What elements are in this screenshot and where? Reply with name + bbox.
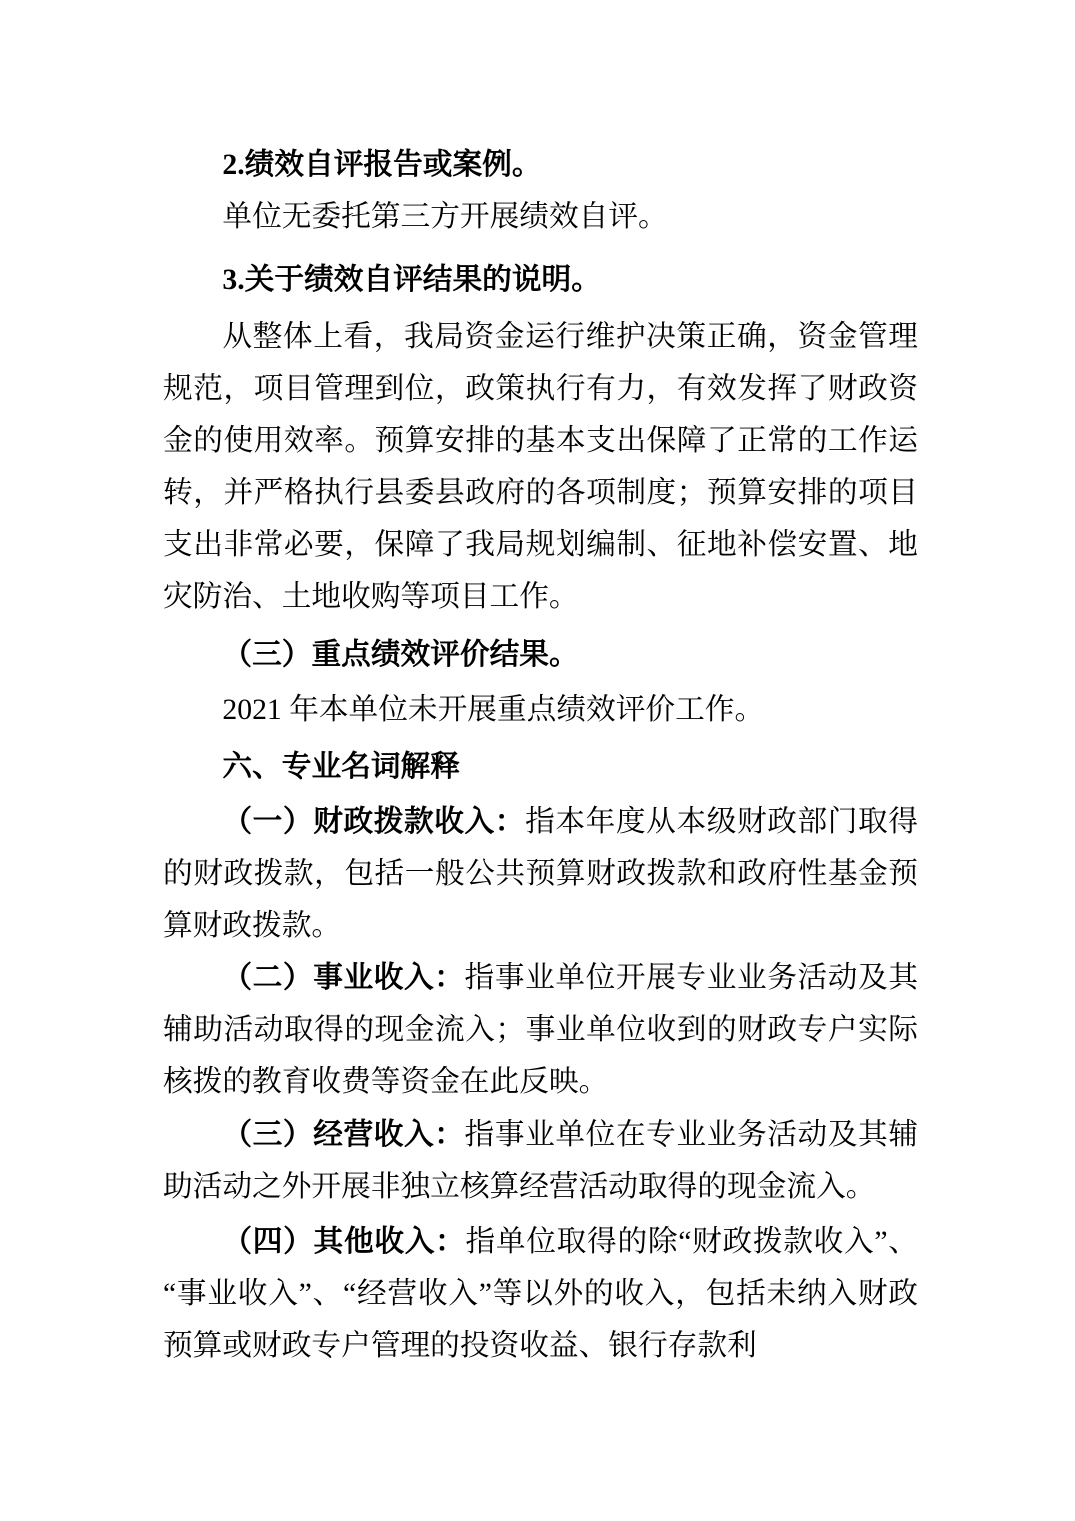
heading-result-note: 3.关于绩效自评结果的说明。 <box>222 264 601 296</box>
term-text-operating-income: 指事业单位在专业业务活动及其辅助活动之外开展非独立核算经营活动取得的现金流入。 <box>163 1119 919 1203</box>
para-term-fiscal-appropriation <box>163 796 918 952</box>
heading-self-eval-report: 2.绩效自评报告或案例。 <box>222 149 542 181</box>
term-text-fiscal-appropriation: 指本年度从本级财政部门取得的财政拨款，包括一般公共预算财政拨款和政府性基金预算财政拨款。 <box>163 806 919 942</box>
term-text-institutional-income: 指事业单位开展专业业务活动及其辅助活动取得的现金流入；事业单位收到的财政专户实际核拨的教育收费等资金在此反映。 <box>163 962 919 1098</box>
term-label-institutional-income: （二）事业收入： <box>222 962 465 994</box>
para-term-institutional-income <box>163 952 918 1108</box>
para-term-other-income <box>163 1216 918 1372</box>
heading-key-evaluation: （三）重点绩效评价结果。 <box>222 639 579 671</box>
para-2021-no-key-evaluation: 2021 年本单位未开展重点绩效评价工作。 <box>222 694 765 726</box>
term-label-operating-income: （三）经营收入： <box>222 1119 465 1151</box>
term-label-other-income: （四）其他收入： <box>222 1226 466 1258</box>
para-term-operating-income <box>163 1109 918 1213</box>
term-text-other-income: 指单位取得的除“财政拨款收入”、“事业收入”、“经营收入”等以外的收入，包括未纳入财政预算或财政专户管理的投资收益、银行存款利 <box>163 1226 918 1362</box>
para-overall-assessment: 从整体上看，我局资金运行维护决策正确，资金管理规范，项目管理到位，政策执行有力，有效发挥了财政资金的使用效率。预算安排的基本支出保障了正常的工作运转，并严格执行县委县政府的各项制度；预算安排的项目支出非常必要，保障了我局规划编制、征地补偿安置、地灾防治、土地收购等项目工作。 <box>163 321 918 613</box>
para-no-third-party: 单位无委托第三方开展绩效自评。 <box>222 201 668 233</box>
heading-terms-section: 六、专业名词解释 <box>222 750 460 783</box>
term-label-fiscal-appropriation: （一）财政拨款收入： <box>222 806 526 838</box>
